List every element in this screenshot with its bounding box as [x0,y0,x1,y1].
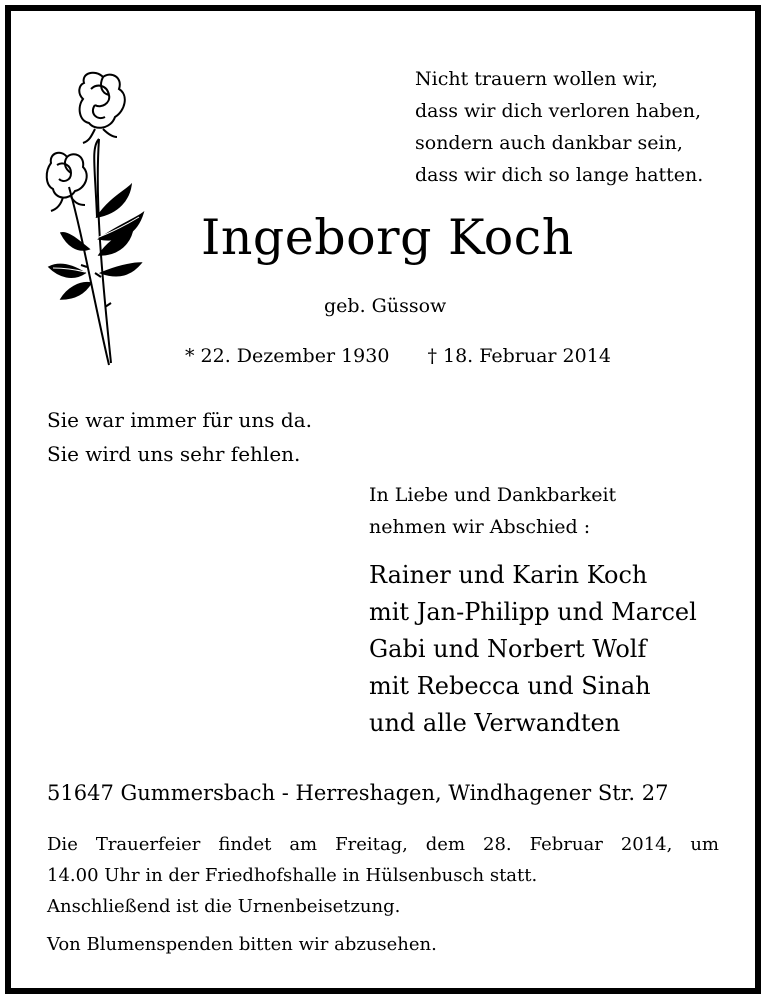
poem-line: Nicht trauern wollen wir, [415,68,658,90]
poem-line: dass wir dich verloren haben, [415,100,702,122]
mourners-list [369,557,697,742]
farewell-line: nehmen wir Abschied : [369,516,591,538]
funeral-service-info [47,829,719,922]
poem-line: dass wir dich so lange hatten. [415,164,704,186]
service-line: Die Trauerfeier findet am Freitag, dem 28. Februar 2014, um [47,834,719,855]
deceased-name: Ingeborg Koch [201,209,574,266]
farewell-line: In Liebe und Dankbarkeit [369,484,617,506]
mourner-line: Rainer und Karin Koch [369,561,648,589]
mourner-line: und alle Verwandten [369,709,621,737]
farewell-text [369,479,616,543]
birth-date: * 22. Dezember 1930 [185,345,390,367]
life-dates [185,345,611,367]
memorial-poem [415,63,703,191]
mourner-line: mit Rebecca und Sinah [369,672,651,700]
service-line: Anschließend ist die Urnenbeisetzung. [47,896,401,917]
service-line: 14.00 Uhr in der Friedhofshalle in Hülsenbusch statt. [47,865,538,886]
flowers-note: Von Blumenspenden bitten wir abzusehen. [47,934,437,955]
intro-line: Sie wird uns sehr fehlen. [47,442,301,466]
birth-name: geb. Güssow [324,295,447,317]
intro-line: Sie war immer für uns da. [47,408,312,432]
death-date: † 18. Februar 2014 [427,345,611,367]
mourner-line: Gabi und Norbert Wolf [369,635,647,663]
poem-line: sondern auch dankbar sein, [415,132,683,154]
intro-text [47,403,312,471]
rose-icon [39,67,169,367]
family-address: 51647 Gummersbach - Herreshagen, Windhagener Str. 27 [47,781,669,805]
obituary-notice [5,5,761,994]
mourner-line: mit Jan-Philipp und Marcel [369,598,697,626]
